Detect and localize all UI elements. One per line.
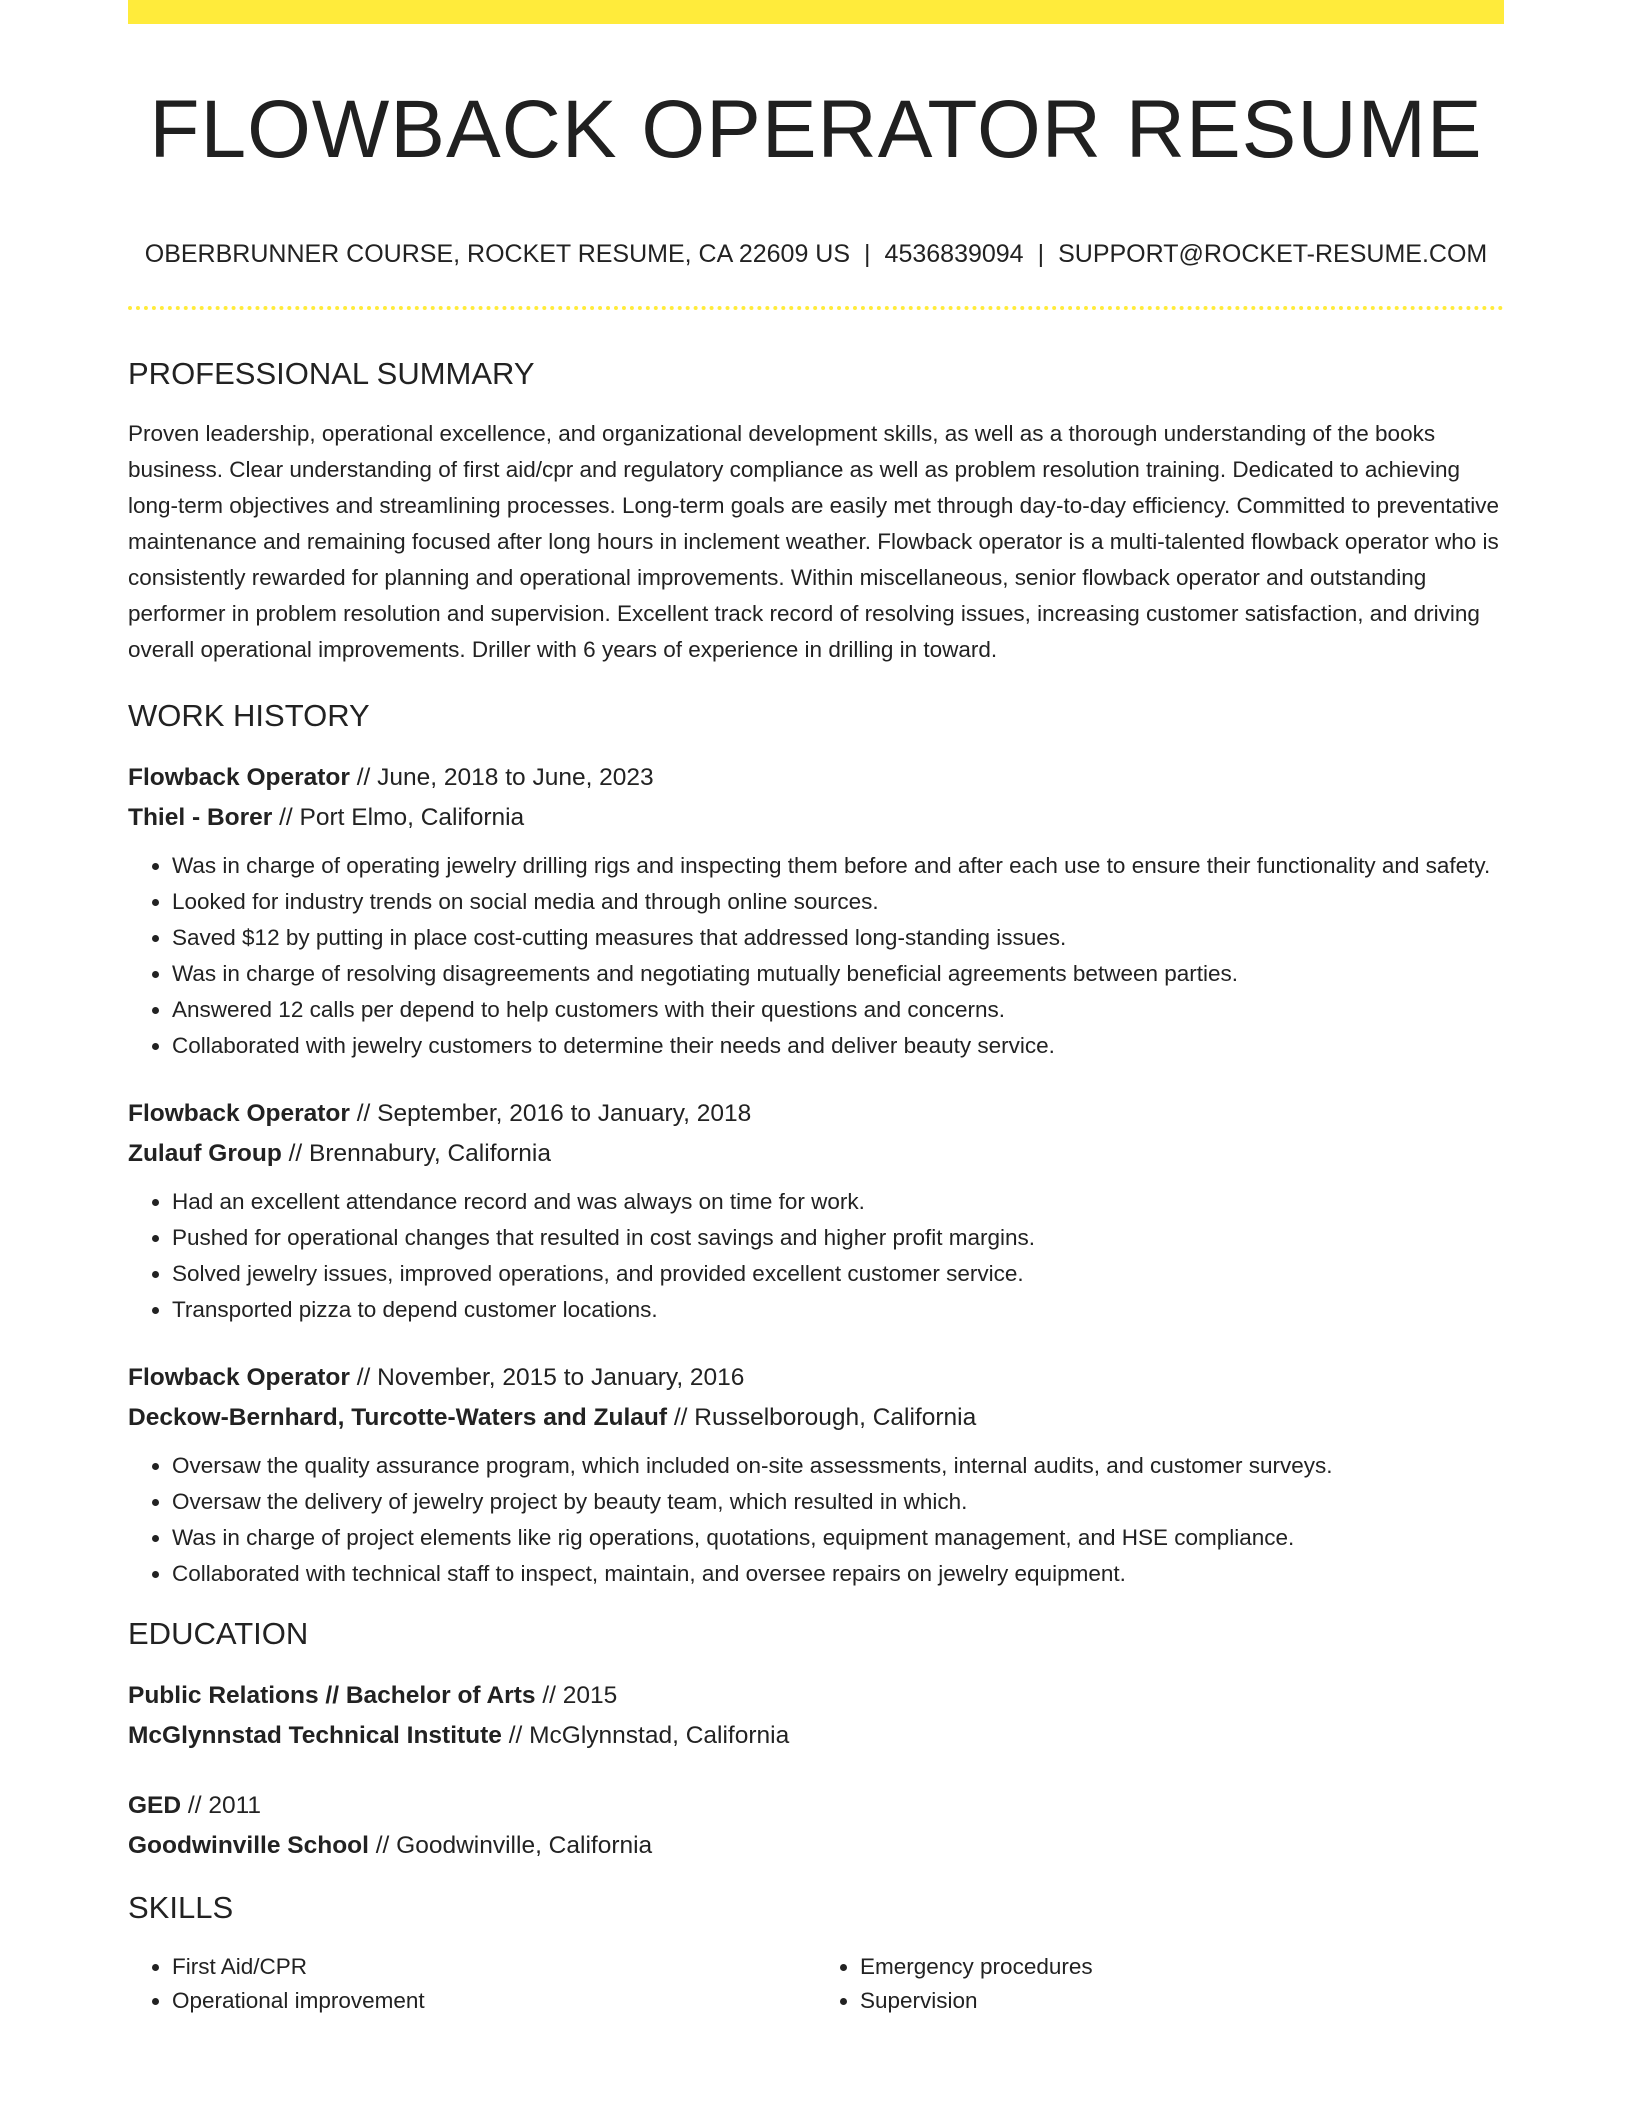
degree: Public Relations // Bachelor of Arts bbox=[128, 1682, 536, 1709]
job-title-line bbox=[128, 1094, 1504, 1134]
school: McGlynnstad Technical Institute bbox=[128, 1722, 502, 1749]
job-bullets bbox=[128, 1184, 1504, 1328]
skills-section bbox=[128, 1888, 1504, 2018]
list-item: • Oversaw the quality assurance program, which included on-site assessments, internal audits, and customer surveys. bbox=[172, 1448, 1504, 1484]
job-title-line bbox=[128, 1358, 1504, 1398]
skill-item: • Supervision bbox=[860, 1984, 1504, 2018]
section-heading: WORK HISTORY bbox=[128, 698, 370, 733]
contact-separator: | bbox=[1037, 240, 1045, 268]
skills-columns bbox=[128, 1950, 1504, 2018]
school-location: // Goodwinville, California bbox=[368, 1832, 653, 1859]
job-title: Flowback Operator bbox=[128, 1100, 350, 1127]
school-location: // McGlynnstad, California bbox=[501, 1722, 790, 1749]
skill-item: • First Aid/CPR bbox=[172, 1950, 816, 1984]
job-dates: // November, 2015 to January, 2016 bbox=[349, 1364, 745, 1391]
degree-year: // 2011 bbox=[181, 1792, 262, 1819]
job-bullets bbox=[128, 848, 1504, 1064]
job-company-line bbox=[128, 1398, 1504, 1438]
list-item: • Was in charge of resolving disagreements and negotiating mutually beneficial agreements between parties. bbox=[172, 956, 1504, 992]
job-title: Flowback Operator bbox=[128, 764, 350, 791]
section-heading: PROFESSIONAL SUMMARY bbox=[128, 356, 535, 391]
job-location: // Russelborough, California bbox=[667, 1404, 977, 1431]
job-title: Flowback Operator bbox=[128, 1364, 350, 1391]
list-item: • Saved $12 by putting in place cost-cutting measures that addressed long-standing issues. bbox=[172, 920, 1504, 956]
education-entry bbox=[128, 1676, 1504, 1756]
list-item: • Collaborated with technical staff to inspect, maintain, and oversee repairs on jewelry equipment. bbox=[172, 1556, 1504, 1592]
job-company: Thiel - Borer bbox=[128, 804, 273, 831]
list-item: • Oversaw the delivery of jewelry project by beauty team, which resulted in which. bbox=[172, 1484, 1504, 1520]
school-line bbox=[128, 1826, 1504, 1866]
list-item: • Transported pizza to depend customer locations. bbox=[172, 1292, 1504, 1328]
degree-line bbox=[128, 1786, 1504, 1826]
dotted-divider bbox=[128, 306, 1504, 310]
job-entry bbox=[128, 758, 1504, 1064]
list-item: • Pushed for operational changes that resulted in cost savings and higher profit margins. bbox=[172, 1220, 1504, 1256]
contact-address: OBERBRUNNER COURSE, ROCKET RESUME, CA 22609 US bbox=[144, 240, 851, 268]
list-item: • Had an excellent attendance record and was always on time for work. bbox=[172, 1184, 1504, 1220]
list-item: • Solved jewelry issues, improved operations, and provided excellent customer service. bbox=[172, 1256, 1504, 1292]
list-item: • Looked for industry trends on social media and through online sources. bbox=[172, 884, 1504, 920]
job-company: Zulauf Group bbox=[128, 1140, 282, 1167]
resume-content bbox=[128, 354, 1504, 2018]
professional-summary-section bbox=[128, 354, 1504, 668]
job-entry bbox=[128, 1094, 1504, 1328]
job-bullets bbox=[128, 1448, 1504, 1592]
job-dates: // June, 2018 to June, 2023 bbox=[349, 764, 654, 791]
contact-line bbox=[0, 236, 1632, 272]
degree-year: // 2015 bbox=[535, 1682, 618, 1709]
list-item: • Was in charge of operating jewelry drilling rigs and inspecting them before and after each use to ensure their functionality and safety. bbox=[172, 848, 1504, 884]
job-company: Deckow-Bernhard, Turcotte-Waters and Zulauf bbox=[128, 1404, 668, 1431]
skills-left-column bbox=[128, 1950, 816, 2018]
job-company-line bbox=[128, 798, 1504, 838]
list-item: • Answered 12 calls per depend to help customers with their questions and concerns. bbox=[172, 992, 1504, 1028]
contact-phone: 4536839094 bbox=[884, 240, 1024, 268]
job-location: // Brennabury, California bbox=[281, 1140, 551, 1167]
accent-top-bar bbox=[128, 0, 1504, 24]
degree: GED bbox=[128, 1792, 182, 1819]
contact-email[interactable]: SUPPORT@ROCKET-RESUME.COM bbox=[1058, 240, 1488, 268]
contact-separator: | bbox=[864, 240, 871, 268]
job-location: // Port Elmo, California bbox=[272, 804, 525, 831]
degree-line bbox=[128, 1676, 1504, 1716]
section-heading: SKILLS bbox=[128, 1890, 234, 1925]
job-entry bbox=[128, 1358, 1504, 1592]
section-heading: EDUCATION bbox=[128, 1616, 309, 1651]
list-item: • Collaborated with jewelry customers to determine their needs and deliver beauty service. bbox=[172, 1028, 1504, 1064]
job-dates: // September, 2016 to January, 2018 bbox=[349, 1100, 752, 1127]
skill-item: • Emergency procedures bbox=[860, 1950, 1504, 1984]
education-section bbox=[128, 1614, 1504, 1866]
job-company-line bbox=[128, 1134, 1504, 1174]
resume-title: FLOWBACK OPERATOR RESUME bbox=[149, 84, 1483, 175]
job-title-line bbox=[128, 758, 1504, 798]
education-entry bbox=[128, 1786, 1504, 1866]
summary-text: Proven leadership, operational excellence, and organizational development skills, as well as a thorough understanding of the books business. Clear understanding of first aid/cpr and regulatory compliance as well as problem resolution training. Dedicated to achieving long-term objectives and streamlining processes. Long-term goals are easily met through day-to-day efficiency. Committed to preventative maintenance and remaining focused after long hours in inclement weather. Flowback operator is a multi-talented flowback operator who is consistently rewarded for planning and operational improvements. Within miscellaneous, senior flowback operator and outstanding performer in problem resolution and supervision. Excellent track record of resolving issues, increasing customer satisfaction, and driving overall operational improvements. Driller with 6 years of experience in drilling in toward. bbox=[128, 421, 1500, 662]
school: Goodwinville School bbox=[128, 1832, 369, 1859]
work-history-section bbox=[128, 696, 1504, 1592]
skill-item: • Operational improvement bbox=[172, 1984, 816, 2018]
skills-right-column bbox=[816, 1950, 1504, 2018]
school-line bbox=[128, 1716, 1504, 1756]
list-item: • Was in charge of project elements like rig operations, quotations, equipment management, and HSE compliance. bbox=[172, 1520, 1504, 1556]
